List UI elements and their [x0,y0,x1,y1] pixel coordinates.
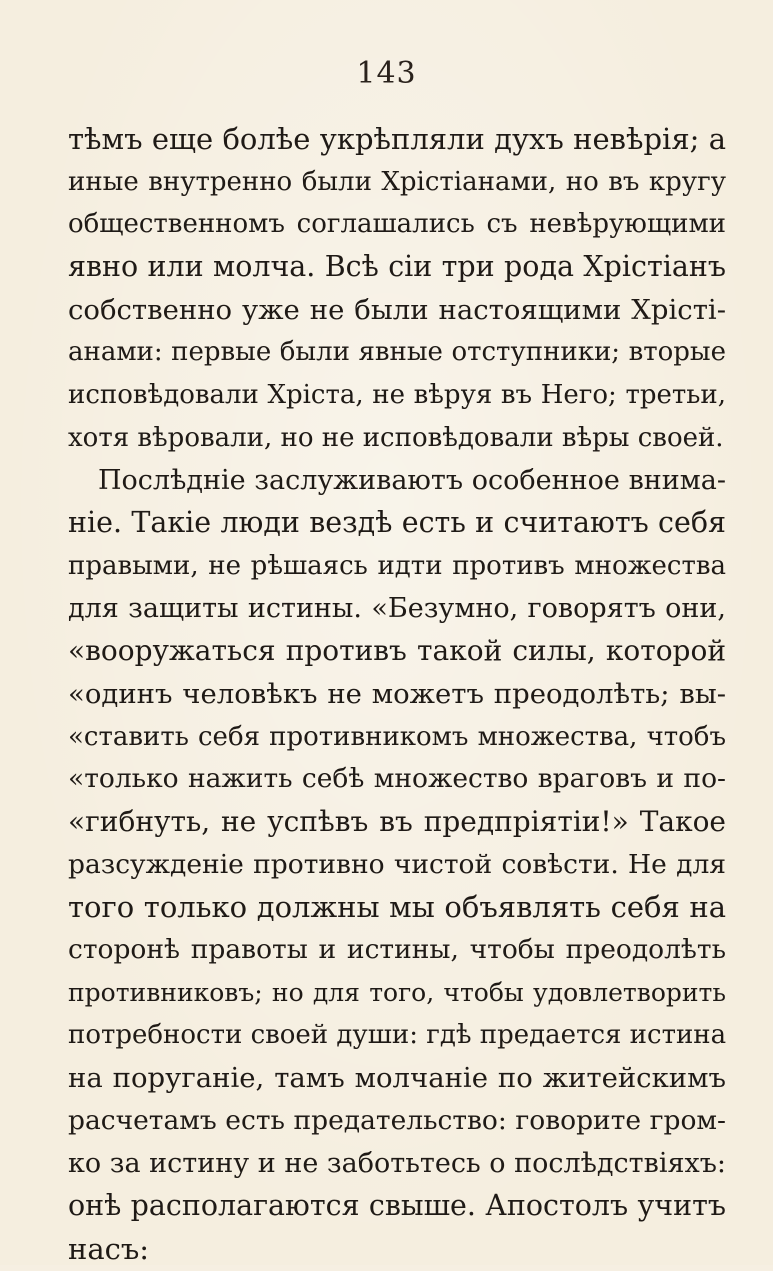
text-line: для защиты истины. «Безумно, говорятъ они, [68,592,726,624]
text-line: расчетамъ есть предательство: говорите гром- [68,1104,726,1136]
page-number: 143 [356,56,417,91]
text-line: сторонѣ правоты и истины, чтобы преодолѣть [68,934,726,966]
text-line: онѣ располагаются свыше. Апостолъ учитъ [68,1189,726,1223]
text-line: «ставить себя противникомъ множества, чтобъ [68,721,726,752]
text-line: «одинъ человѣкъ не можетъ преодолѣть; вы- [68,677,726,710]
text-line: «только нажить себѣ множество враговъ и по- [68,763,726,795]
body-text [68,118,726,1271]
text-line: иные внутренно были Хрістіанами, но въ кругу [68,166,726,197]
text-line: тѣмъ еще болѣе укрѣпляли духъ невѣрія; а [68,122,726,156]
text-line: Послѣдніе заслуживаютъ особенное внима- [98,464,726,496]
text-line: ко за истину и не заботьтесь о послѣдствіяхъ: [68,1147,726,1179]
text-line: ніе. Такіе люди вездѣ есть и считаютъ себя [68,506,726,540]
text-line: того только должны мы объявлять себя на [68,890,726,925]
text-line: анами: первые были явные отступники; вторые [68,337,726,368]
text-line: явно или молча. Всѣ сіи три рода Хрістіанъ [68,250,726,284]
text-line: «вооружаться противъ такой силы, которой [68,634,726,668]
text-line: потребности своей души: гдѣ предается истина [68,1020,727,1051]
text-line: исповѣдовали Хріста, не вѣруя въ Него; третьи, [68,380,726,411]
text-line: насъ: [68,1231,150,1266]
text-line: хотя вѣровали, но не исповѣдовали вѣры своей. [68,422,724,453]
text-line: общественномъ соглашались съ невѣрующими [68,209,726,240]
text-line: правыми, не рѣшаясь идти противъ множества [68,550,726,581]
text-line: собственно уже не были настоящими Хрісті- [68,293,726,326]
text-line: «гибнуть, не успѣвъ въ предпріятіи!» Такое [68,805,726,838]
text-line: противниковъ; но для того, чтобы удовлетворить [68,977,726,1007]
text-line: разсужденіе противно чистой совѣсти. Не для [68,848,726,880]
text-line: на поруганіе, тамъ молчаніе по житейскимъ [68,1062,726,1095]
